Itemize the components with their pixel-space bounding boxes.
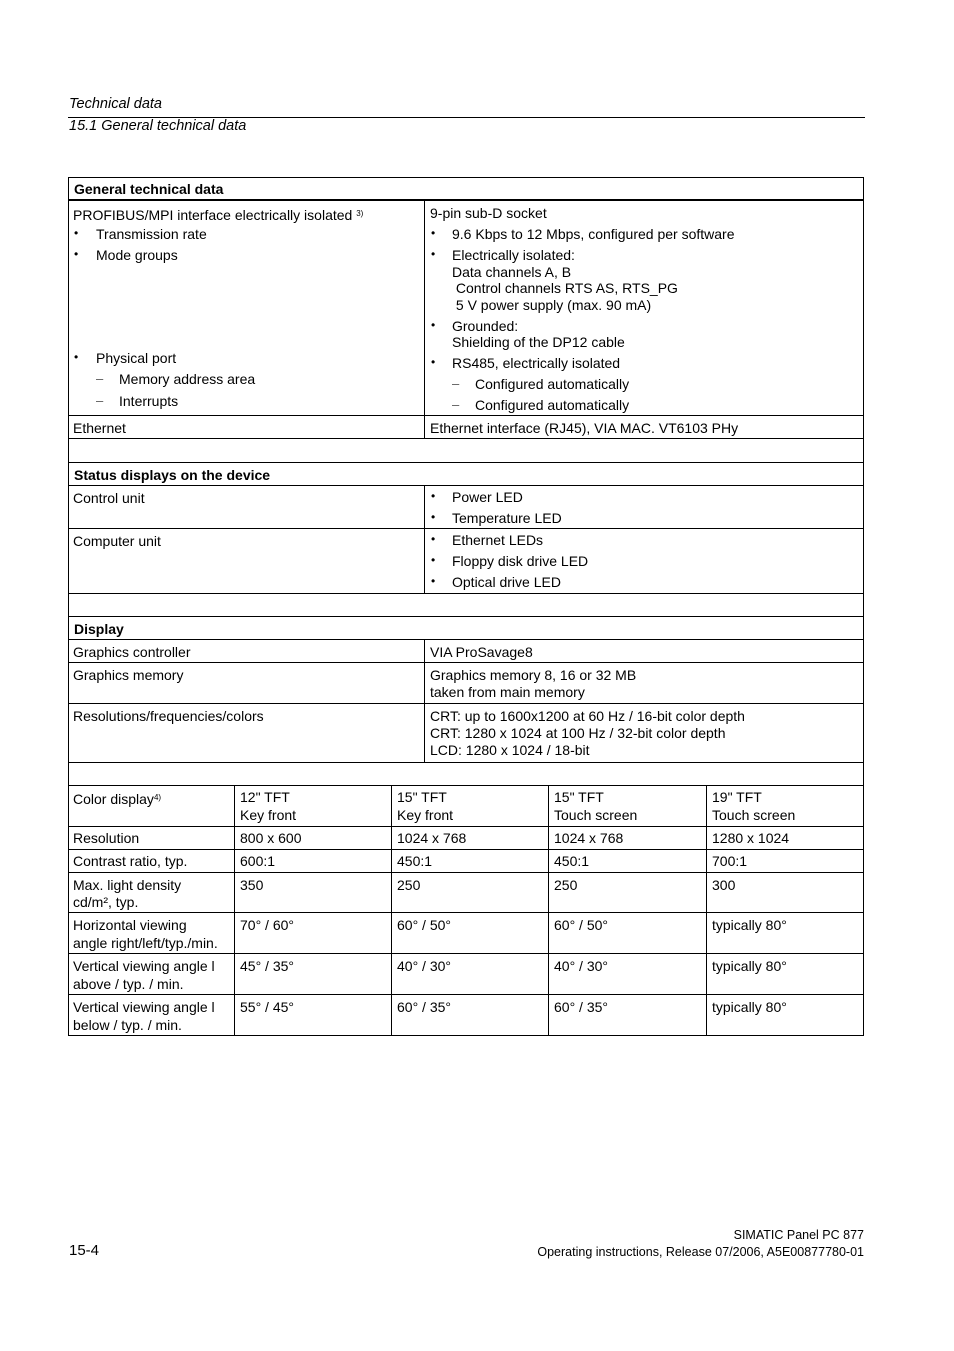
column-header: 19" TFT [712,789,762,805]
list-item: Interrupts [119,393,179,409]
row-value: VIA ProSavage8 [430,644,533,660]
footnote-ref: 3) [356,209,364,218]
ethernet-value: Ethernet interface (RJ45), VIA MAC. VT6103 PHy [430,420,739,436]
dash-icon: – [96,393,104,408]
column-header: Key front [240,807,297,823]
table-cell: 450:1 [397,853,433,869]
chapter-title: Technical data [69,96,162,112]
bullet-icon: • [431,318,436,332]
list-item-detail: Shielding of the DP12 cable [452,334,625,350]
bullet-icon: • [431,355,436,369]
general-section-title: General technical data [74,181,224,197]
table-row-label: cd/m², typ. [73,894,139,910]
list-item: 9.6 Kbps to 12 Mbps, configured per software [452,226,735,242]
dash-icon: – [452,376,460,391]
table-cell: 60° / 50° [397,917,452,933]
row-value: taken from main memory [430,684,585,700]
list-item: RS485, electrically isolated [452,355,621,371]
list-item: Grounded: [452,318,519,334]
bullet-icon: • [431,247,436,261]
row-label: Graphics controller [73,644,191,660]
bullet-icon: • [74,226,79,240]
row-value: LCD: 1280 x 1024 / 18-bit [430,742,590,758]
row-value: Graphics memory 8, 16 or 32 MB [430,667,637,683]
table-cell: 60° / 35° [397,999,452,1015]
table-cell: typically 80° [712,917,787,933]
footnote-ref: 4) [153,793,162,802]
bullet-icon: • [431,510,436,524]
column-header: 15" TFT [554,789,604,805]
list-item-detail: 5 V power supply (max. 90 mA) [452,297,652,313]
table-cell: typically 80° [712,999,787,1015]
table-cell: 300 [712,877,736,893]
table-cell: 700:1 [712,853,748,869]
table-row-label: Vertical viewing angle l [73,958,215,974]
table-cell: 70° / 60° [240,917,295,933]
table-row-label: Vertical viewing angle l [73,999,215,1015]
list-item: Memory address area [119,371,256,387]
status-section-title: Status displays on the device [74,467,271,483]
table-cell: 600:1 [240,853,276,869]
page-number: 15-4 [69,1242,100,1259]
list-item: Ethernet LEDs [452,532,544,548]
table-cell: 250 [397,877,421,893]
column-header: 15" TFT [397,789,447,805]
bullet-icon: • [431,226,436,240]
table-row-label: Resolution [73,830,140,846]
dash-icon: – [96,371,104,386]
bullet-icon: • [431,574,436,588]
table-cell: 60° / 50° [554,917,609,933]
display-section-title: Display [74,621,124,637]
color-display-label: Color display$^{4)}$ [73,791,162,807]
table-cell: 250 [554,877,578,893]
row-value: CRT: 1280 x 1024 at 100 Hz / 32-bit color depth [430,725,726,741]
table-cell: 1024 x 768 [554,830,624,846]
table-cell: 40° / 30° [554,958,609,974]
list-item: Mode groups [96,247,178,263]
list-item-detail: Data channels A, B [452,264,572,280]
computer-unit-label: Computer unit [73,533,161,549]
column-header: Touch screen [554,807,638,823]
list-item: Floppy disk drive LED [452,553,589,569]
table-cell: 60° / 35° [554,999,609,1015]
table-cell: 1024 x 768 [397,830,467,846]
list-item: Power LED [452,489,523,505]
row-value: CRT: up to 1600x1200 at 60 Hz / 16-bit color depth [430,708,745,724]
bullet-icon: • [431,489,436,503]
document-reference: Operating instructions, Release 07/2006, A5E00877780-01 [537,1245,864,1259]
list-item: Configured automatically [475,376,630,392]
bullet-icon: • [431,532,436,546]
list-item-detail: Control channels RTS AS, RTS_PG [452,280,678,296]
column-header: 12" TFT [240,789,290,805]
list-item: Transmission rate [96,226,207,242]
table-row-label: Contrast ratio, typ. [73,853,188,869]
list-item: Configured automatically [475,397,630,413]
profibus-value: 9-pin sub-D socket [430,205,547,221]
table-cell: 1280 x 1024 [712,830,790,846]
bullet-icon: • [431,553,436,567]
table-row-label: above / typ. / min. [73,976,184,992]
profibus-label: PROFIBUS/MPI interface electrically isolated $^{3)}$ [73,207,364,223]
list-item: Physical port [96,350,177,366]
table-cell: typically 80° [712,958,787,974]
table-cell: 450:1 [554,853,590,869]
bullet-icon: • [74,247,79,261]
row-label: Graphics memory [73,667,184,683]
table-row-label: Horizontal viewing [73,917,187,933]
table-cell: 55° / 45° [240,999,295,1015]
list-item: Electrically isolated: [452,247,575,263]
control-unit-label: Control unit [73,490,145,506]
table-cell: 350 [240,877,264,893]
table-cell: 40° / 30° [397,958,452,974]
table-cell: 45° / 35° [240,958,295,974]
list-item: Temperature LED [452,510,562,526]
column-header: Key front [397,807,454,823]
bullet-icon: • [74,350,79,364]
row-label: Resolutions/frequencies/colors [73,708,264,724]
table-row-label: Max. light density [73,877,182,893]
table-row-label: angle right/left/typ./min. [73,935,218,951]
list-item: Optical drive LED [452,574,561,590]
column-header: Touch screen [712,807,796,823]
table-cell: 800 x 600 [240,830,302,846]
ethernet-label: Ethernet [73,420,126,436]
dash-icon: – [452,397,460,412]
table-row-label: below / typ. / min. [73,1017,182,1033]
section-title: 15.1 General technical data [69,118,247,134]
product-name: SIMATIC Panel PC 877 [733,1228,864,1242]
